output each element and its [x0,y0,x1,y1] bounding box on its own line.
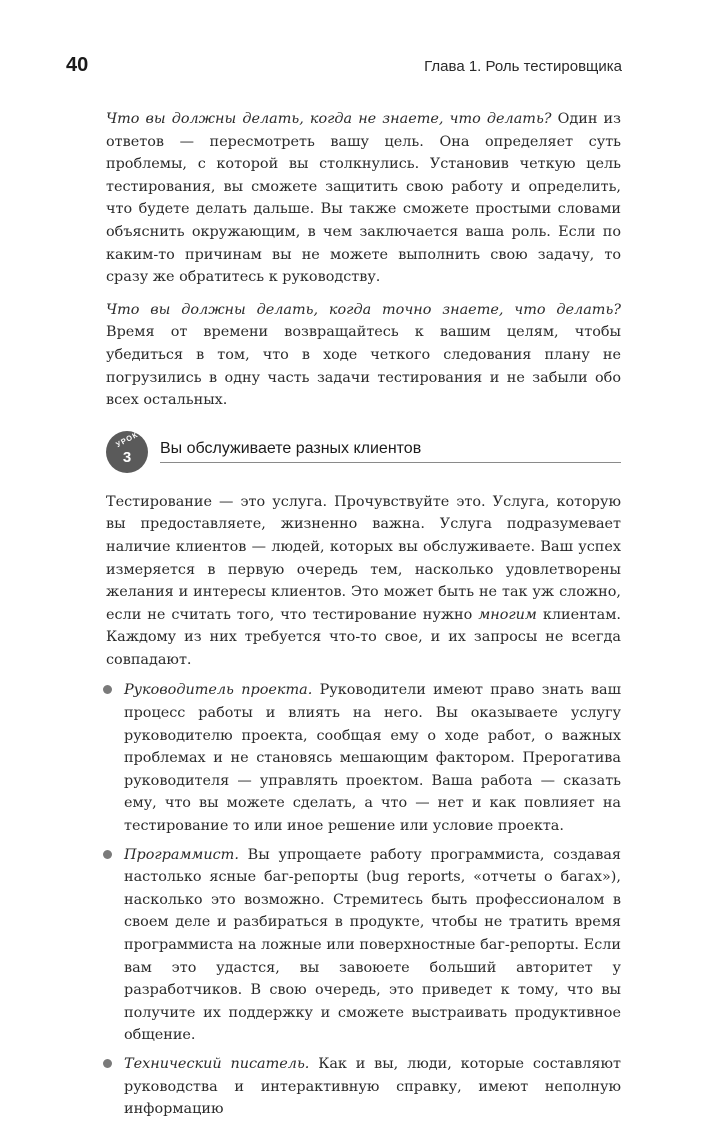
lesson-badge [106,431,148,473]
item-lead: Руководитель проекта. [124,682,313,699]
item-text: Как и вы, люди, которые составляют руководства и интерактивную справку, имеют неполную информацию [124,1055,621,1118]
list-item [106,844,621,1047]
running-head: Глава 1. Роль тестировщика [424,58,622,75]
item-text: Руководители имеют право знать ваш процесс работы и влиять на него. Вы оказываете услугу руководителю проекта, сообщая ему о ходе работ, о важных проблемах и не становясь мешающим фактором. Прерогатива руководителя — управлять проектом. Ваша работа — сказать ему, что вы можете сделать, а что — нет и как повлияет на тестирование то или иное решение или условие проекта. [124,682,621,835]
list-item [106,679,621,837]
intro-text: Тестирование — это услуга. Прочувствуйте это. Услуга, которую вы предоставляете, жизненно важна. Услуга подразумевает наличие клиентов — людей, которых вы обслуживаете. Ваш успех измеряется в первую очередь тем, насколько удовлетворены желания и интересы клиентов. Это может быть не так уж сложно, если не считать того, что тестирование нужно [106,493,621,623]
lesson-badge-word: УРОК [114,429,140,449]
question-lead: Что вы должны делать, когда не знаете, что делать? [106,111,552,127]
item-text: Вы упрощаете работу программиста, создавая настолько ясные баг-репорты (bug reports, «отчеты о багах»), насколько это возможно. Стремитесь быть профессионалом в своем деле и разбираться в продукте, чтобы не тратить время программиста на ложные или поверхностные баг-репорты. Если вам это удастся, вы завоюете больший авторитет у разработчиков. В свою очередь, это приведет к тому, что вы получите их поддержку и сможете выстраивать продуктивное общение. [124,846,621,1044]
intro-emphasis: многим [478,606,537,623]
lesson-title: Вы обслуживаете разных клиентов [160,440,621,463]
lesson-badge-number: 3 [122,448,132,466]
page-number: 40 [66,54,89,76]
question-lead: Что вы должны делать, когда точно знаете, что делать? [106,301,621,318]
client-list [106,679,621,1120]
bullet-icon [103,1059,112,1068]
list-item [106,1053,621,1121]
bullet-icon [103,685,112,694]
item-lead: Технический писатель. [124,1055,310,1072]
item-lead: Программист. [124,846,239,863]
bullet-icon [103,850,112,859]
paragraph [106,299,621,412]
paragraph-text: Один из ответов — пересмотреть вашу цель. Она определяет суть проблемы, с которой вы столкнулись. Установив четкую цель тестирования, вы сможете защитить свою работу и определить, что будете делать дальше. Вы также сможете простыми словами объяснить окружающим, в чем заключается ваша роль. Если по каким-то причинам вы не можете выполнить свою задачу, то сразу же обратитесь к руководству. [106,111,621,286]
paragraph-text: Время от времени возвращайтесь к вашим целям, чтобы убедиться в том, что в ходе четкого следования плану не погрузились в одну часть задачи тестирования и не забыли обо всех остальных. [106,324,621,409]
intro-paragraph [106,491,621,672]
intro-text-end: клиентам. Каждому из них требуется что-то свое, и их запросы не всегда совпадают. [106,606,621,668]
body-column [106,108,621,1127]
paragraph [106,108,621,289]
lesson-heading [106,431,621,473]
